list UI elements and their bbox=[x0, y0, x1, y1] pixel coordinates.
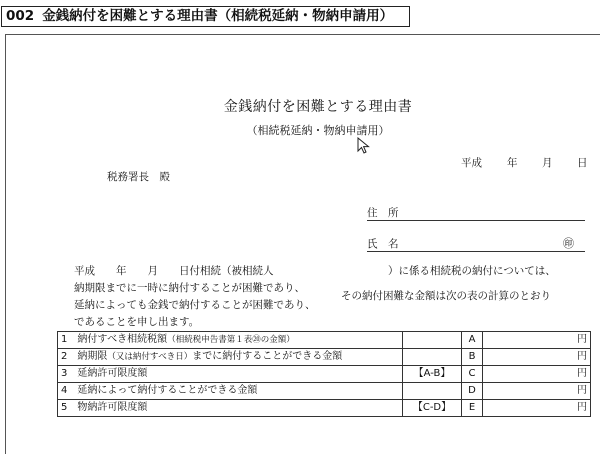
row-letter: E bbox=[462, 400, 483, 417]
amount-cell[interactable]: 円 bbox=[483, 400, 591, 417]
row-label: 4 延納によって納付することができる金額 bbox=[58, 383, 403, 400]
address-field-line[interactable] bbox=[367, 220, 585, 221]
seal-mark: ㊞ bbox=[563, 237, 574, 250]
row-label: 2 納期限（又は納付すべき日）までに納付することができる金額 bbox=[58, 349, 403, 366]
row-formula: 【C-D】 bbox=[403, 400, 462, 417]
body-line-2-right: その納付困難な金額は次の表の計算のとおり bbox=[341, 290, 551, 302]
table-row bbox=[58, 400, 591, 417]
document-title: 金銭納付を困難とする理由書 bbox=[223, 99, 413, 115]
amount-cell[interactable]: 円 bbox=[483, 332, 591, 349]
row-letter: B bbox=[462, 349, 483, 366]
table-row bbox=[58, 383, 591, 400]
table-row bbox=[58, 366, 591, 383]
date-era: 平成 bbox=[461, 157, 482, 169]
row-letter: C bbox=[462, 366, 483, 383]
body-line-3: 延納によっても金銭で納付することが困難であり、 bbox=[74, 299, 316, 311]
body-line-2: 納期限までに一時に納付することが困難であり、 bbox=[74, 282, 305, 294]
row-label: 5 物納許可限度額 bbox=[58, 400, 403, 417]
row-formula bbox=[403, 349, 462, 366]
row-formula bbox=[403, 332, 462, 349]
row-formula bbox=[403, 383, 462, 400]
form-header-title: 金銭納付を困難とする理由書（相続税延納・物納申請用） bbox=[42, 8, 394, 24]
document-subtitle: （相続税延納・物納申請用） bbox=[246, 124, 390, 137]
date-day-unit: 日 bbox=[577, 157, 588, 169]
form-header bbox=[1, 6, 410, 27]
date-month-unit: 月 bbox=[542, 157, 553, 169]
calculation-table bbox=[57, 331, 591, 417]
address-label: 住 所 bbox=[367, 207, 399, 219]
date-year-unit: 年 bbox=[507, 157, 518, 169]
row-letter: D bbox=[462, 383, 483, 400]
row-letter: A bbox=[462, 332, 483, 349]
row-label: 3 延納許可限度額 bbox=[58, 366, 403, 383]
amount-cell[interactable]: 円 bbox=[483, 383, 591, 400]
name-label: 氏 名 bbox=[367, 238, 399, 250]
body-line-1: 平成 年 月 日付相続（被相続人 bbox=[74, 265, 274, 277]
table-row bbox=[58, 332, 591, 349]
table-row bbox=[58, 349, 591, 366]
recipient-tax-office: 税務署長 殿 bbox=[107, 171, 170, 183]
amount-cell[interactable]: 円 bbox=[483, 366, 591, 383]
body-line-1-right: ）に係る相続税の納付については、 bbox=[388, 265, 556, 277]
mouse-cursor-icon bbox=[357, 137, 371, 155]
row-formula: 【A-B】 bbox=[403, 366, 462, 383]
row-label: 1 納付すべき相続税額（相続税申告書第１表⑳の金額） bbox=[58, 332, 403, 349]
form-number: 002 bbox=[6, 8, 35, 24]
name-field-line[interactable] bbox=[367, 251, 585, 252]
amount-cell[interactable]: 円 bbox=[483, 349, 591, 366]
body-line-4: であることを申し出ます。 bbox=[74, 316, 200, 328]
